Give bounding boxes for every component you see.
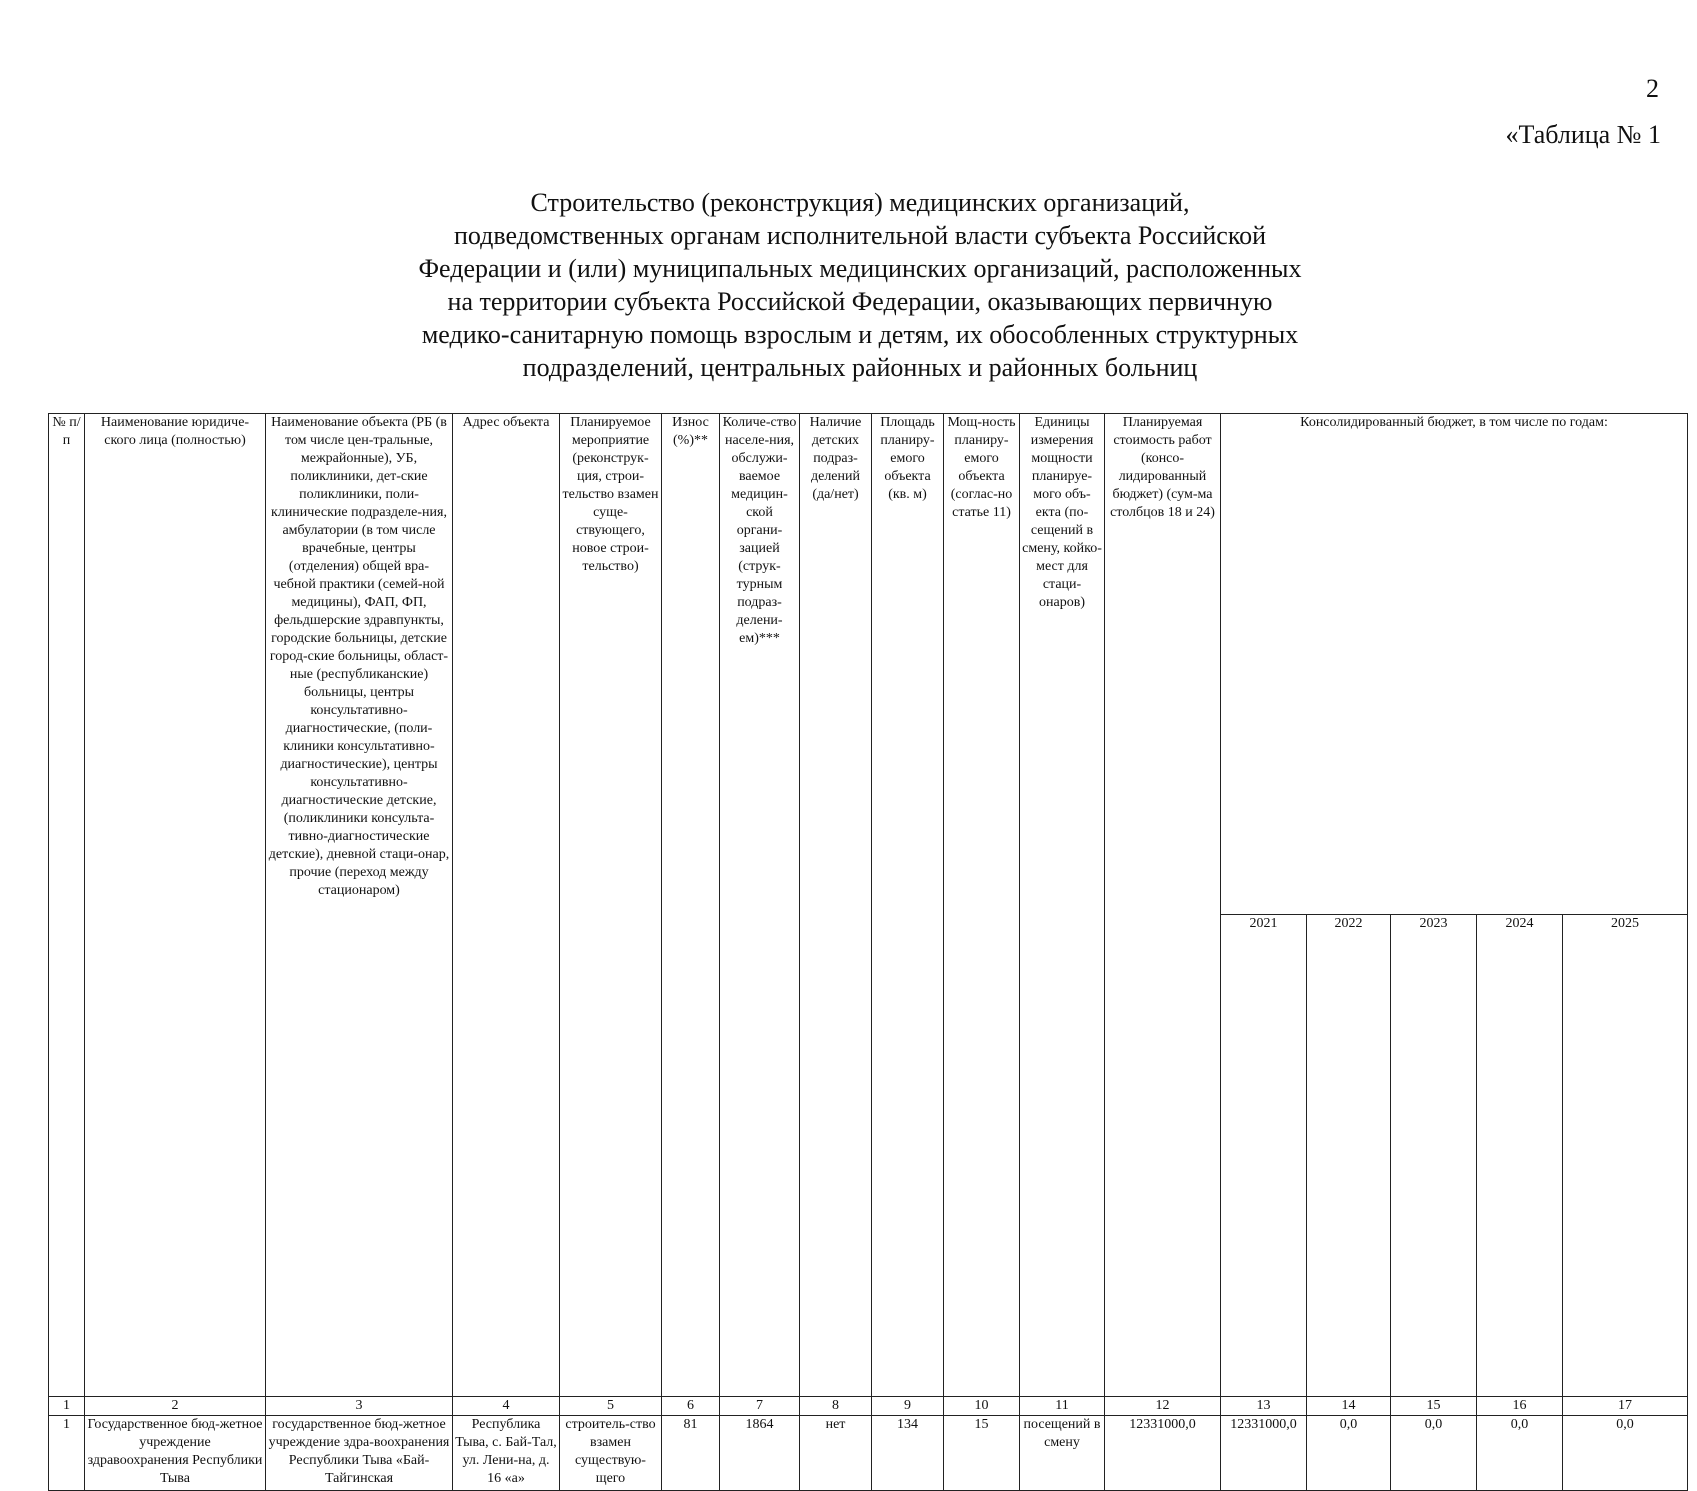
header-year-2023: 2023 (1391, 915, 1477, 1397)
column-numbers-row (49, 1397, 1688, 1416)
title-line: подведомственных органам исполнительной власти субъекта Российской (453, 221, 1267, 250)
header-measure: Планируемое мероприятие (реконструк-ция, строи-тельство взамен суще-ствующего, новое строи-тельство) (560, 414, 662, 1397)
header-address: Адрес объекта (453, 414, 560, 1397)
row-population: 1864 (720, 1416, 800, 1491)
row-cost: 12331000,0 (1105, 1416, 1221, 1491)
header-units: Единицы измерения мощности планируе-мого объ-екта (по-сещений в смену, койко-мест для стаци-онаров) (1020, 414, 1105, 1397)
header-year-2024: 2024 (1477, 915, 1563, 1397)
column-number: 14 (1307, 1397, 1391, 1416)
column-number: 5 (560, 1397, 662, 1416)
header-population: Количе-ство населе-ния, обслужи-ваемое медицин-ской органи-зацией (струк-турным подраз-делени-ем)*** (720, 414, 800, 1397)
column-number: 7 (720, 1397, 800, 1416)
title-line: Строительство (реконструкция) медицинских организаций, (530, 188, 1190, 217)
row-children: нет (800, 1416, 872, 1491)
row-2025: 0,0 (1563, 1416, 1688, 1491)
column-number: 13 (1221, 1397, 1307, 1416)
page-number: 2 (1646, 74, 1659, 103)
row-2023: 0,0 (1391, 1416, 1477, 1491)
row-units: посещений в смену (1020, 1416, 1105, 1491)
column-number: 6 (662, 1397, 720, 1416)
column-number: 9 (872, 1397, 944, 1416)
row-entity: Государственное бюд-жетное учреждение здравоохранения Республики Тыва (85, 1416, 266, 1491)
header-area: Площадь планиру-емого объекта (кв. м) (872, 414, 944, 1397)
column-number: 1 (49, 1397, 85, 1416)
column-number: 2 (85, 1397, 266, 1416)
title-line: медико-санитарную помощь взрослым и детям, их обособленных структурных (421, 320, 1299, 349)
table-caption: «Таблица № 1 (1505, 120, 1661, 149)
header-year-2022: 2022 (1307, 915, 1391, 1397)
header-year-2025: 2025 (1563, 915, 1688, 1397)
row-2021: 12331000,0 (1221, 1416, 1307, 1491)
row-2022: 0,0 (1307, 1416, 1391, 1491)
header-object: Наименование объекта (РБ (в том числе цен-тральные, межрайонные), УБ, поликлиники, дет-ские поликлиники, поли-клинические подразделе-ния, амбулатории (в том числе врачебные, центры (отделения) общей вра-чебной практики (семей-ной медицины), ФАП, ФП, фельдшерские здравпункты, городские больницы, детские город-ские больницы, област-ные (республиканские) больницы, центры консультативно-диагностические, (поли-клиники консультативно-диагностические), центры консультативно-диагностические детские, (поликлиники консульта-тивно-диагностические детские), дневной стаци-онар, прочие (переход между стационаром) (266, 414, 453, 1397)
row-wear: 81 (662, 1416, 720, 1491)
column-number: 11 (1020, 1397, 1105, 1416)
column-number: 10 (944, 1397, 1020, 1416)
column-number: 12 (1105, 1397, 1221, 1416)
row-2024: 0,0 (1477, 1416, 1563, 1491)
row-capacity: 15 (944, 1416, 1020, 1491)
header-cost: Планируемая стоимость работ (консо-лидированный бюджет) (сум-ма столбцов 18 и 24) (1105, 414, 1221, 1397)
row-address: Республика Тыва, с. Бай-Тал, ул. Лени-на, д. 16 «а» (453, 1416, 560, 1491)
header-budget-group: Консолидированный бюджет, в том числе по годам: (1221, 414, 1688, 915)
document-title (360, 186, 1360, 384)
header-capacity: Мощ-ность планиру-емого объекта (соглас-но статье 11) (944, 414, 1020, 1397)
column-number: 15 (1391, 1397, 1477, 1416)
row-measure: строитель-ство взамен существую-щего (560, 1416, 662, 1491)
header-children: Наличие детских подраз-делений (да/нет) (800, 414, 872, 1397)
title-line: на территории субъекта Российской Федерации, оказывающих первичную (447, 287, 1273, 316)
row-num: 1 (49, 1416, 85, 1491)
title-line: подразделений, центральных районных и районных больниц (522, 353, 1198, 382)
table-row (49, 1416, 1688, 1491)
title-line: Федерации и (или) муниципальных медицинских организаций, расположенных (418, 254, 1302, 283)
header-year-2021: 2021 (1221, 915, 1307, 1397)
column-number: 4 (453, 1397, 560, 1416)
column-number: 16 (1477, 1397, 1563, 1416)
construction-table (48, 413, 1688, 1491)
column-number: 3 (266, 1397, 453, 1416)
column-number: 17 (1563, 1397, 1688, 1416)
header-entity: Наименование юридиче-ского лица (полностью) (85, 414, 266, 1397)
row-area: 134 (872, 1416, 944, 1491)
header-row (49, 414, 1688, 915)
header-num: № п/п (49, 414, 85, 1397)
row-object: государственное бюд-жетное учреждение здра-воохранения Республики Тыва «Бай-Тайгинская (266, 1416, 453, 1491)
header-wear: Износ (%)** (662, 414, 720, 1397)
column-number: 8 (800, 1397, 872, 1416)
